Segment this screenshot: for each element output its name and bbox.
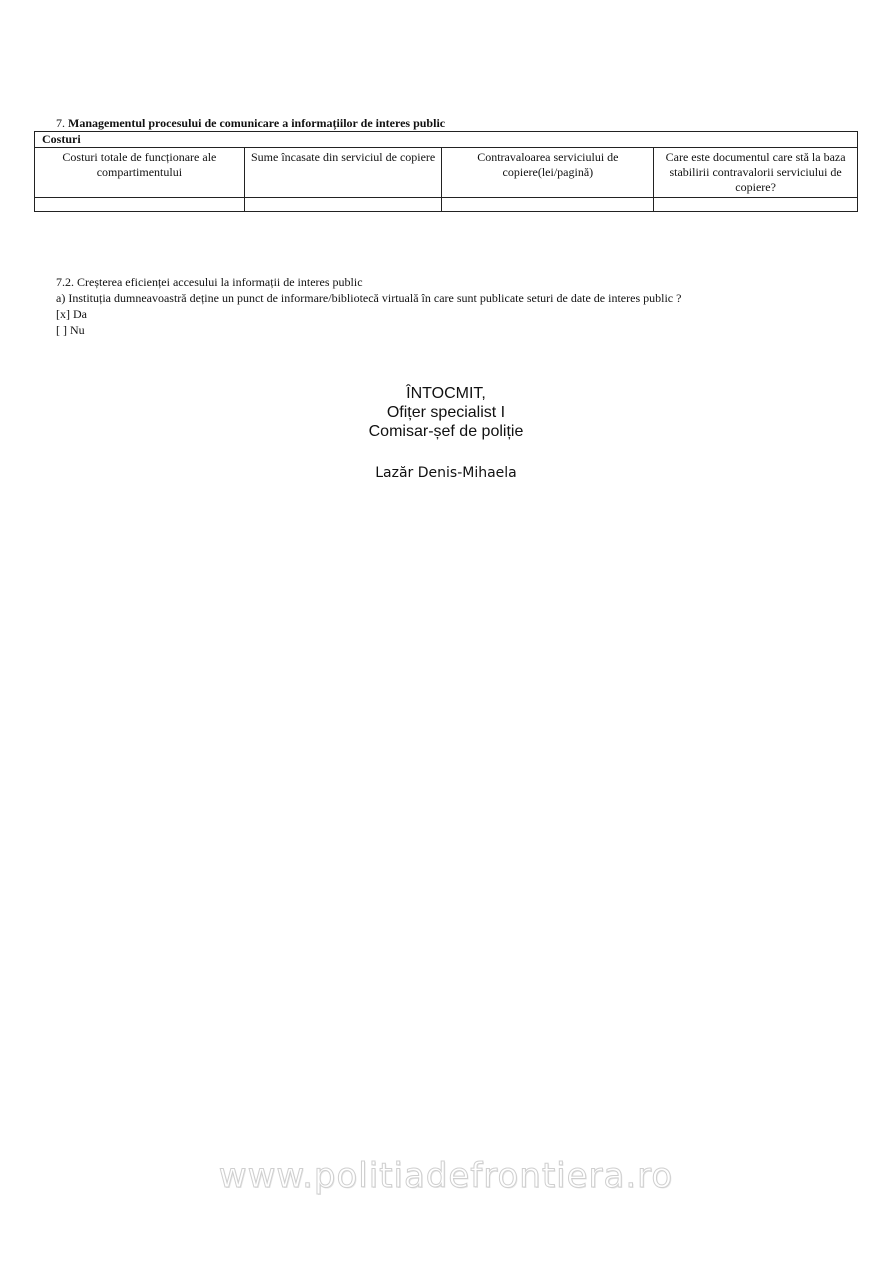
- option-no: [ ] Nu: [56, 323, 85, 337]
- header-copy-price: Contravaloarea serviciului de copiere(lei/pagină): [442, 148, 654, 198]
- header-copy-income: Sume încasate din serviciul de copiere: [244, 148, 442, 198]
- cell-copy-price: [442, 198, 654, 212]
- section-7-2-title: 7.2. Creșterea eficienței accesului la informații de interes public: [56, 275, 363, 289]
- table-row: [35, 198, 858, 212]
- cell-total-costs: [35, 198, 245, 212]
- option-yes: [x] Da: [56, 307, 87, 321]
- section-7-2: [56, 274, 681, 338]
- header-basis-document: Care este documentul care stă la baza stabilirii contravalorii serviciului de copiere?: [654, 148, 858, 198]
- costs-caption-row: [35, 132, 858, 148]
- costs-caption: Costuri: [35, 132, 858, 148]
- section-7-heading: [56, 116, 445, 130]
- section-7-number: 7.: [56, 116, 65, 130]
- costs-header-row: [35, 148, 858, 198]
- section-7-title: Managementul procesului de comunicare a informațiilor de interes public: [68, 116, 446, 130]
- header-total-costs: Costuri totale de funcționare ale compartimentului: [35, 148, 245, 198]
- cell-basis-document: [654, 198, 858, 212]
- signature-heading: ÎNTOCMIT,: [406, 385, 486, 402]
- cell-copy-income: [244, 198, 442, 212]
- signature-rank: Comisar-șef de poliție: [368, 423, 524, 440]
- costs-table: [34, 131, 858, 212]
- signature-position: Ofițer specialist I: [386, 404, 506, 421]
- watermark: www.politiadefrontiera.ro: [218, 1156, 674, 1196]
- section-7-2-question: a) Instituția dumneavoastră deține un punct de informare/bibliotecă virtuală în care sunt publicate seturi de date de interes public ?: [56, 291, 682, 305]
- signature-name: Lazăr Denis-Mihaela: [375, 465, 517, 481]
- signature-block: [0, 384, 892, 441]
